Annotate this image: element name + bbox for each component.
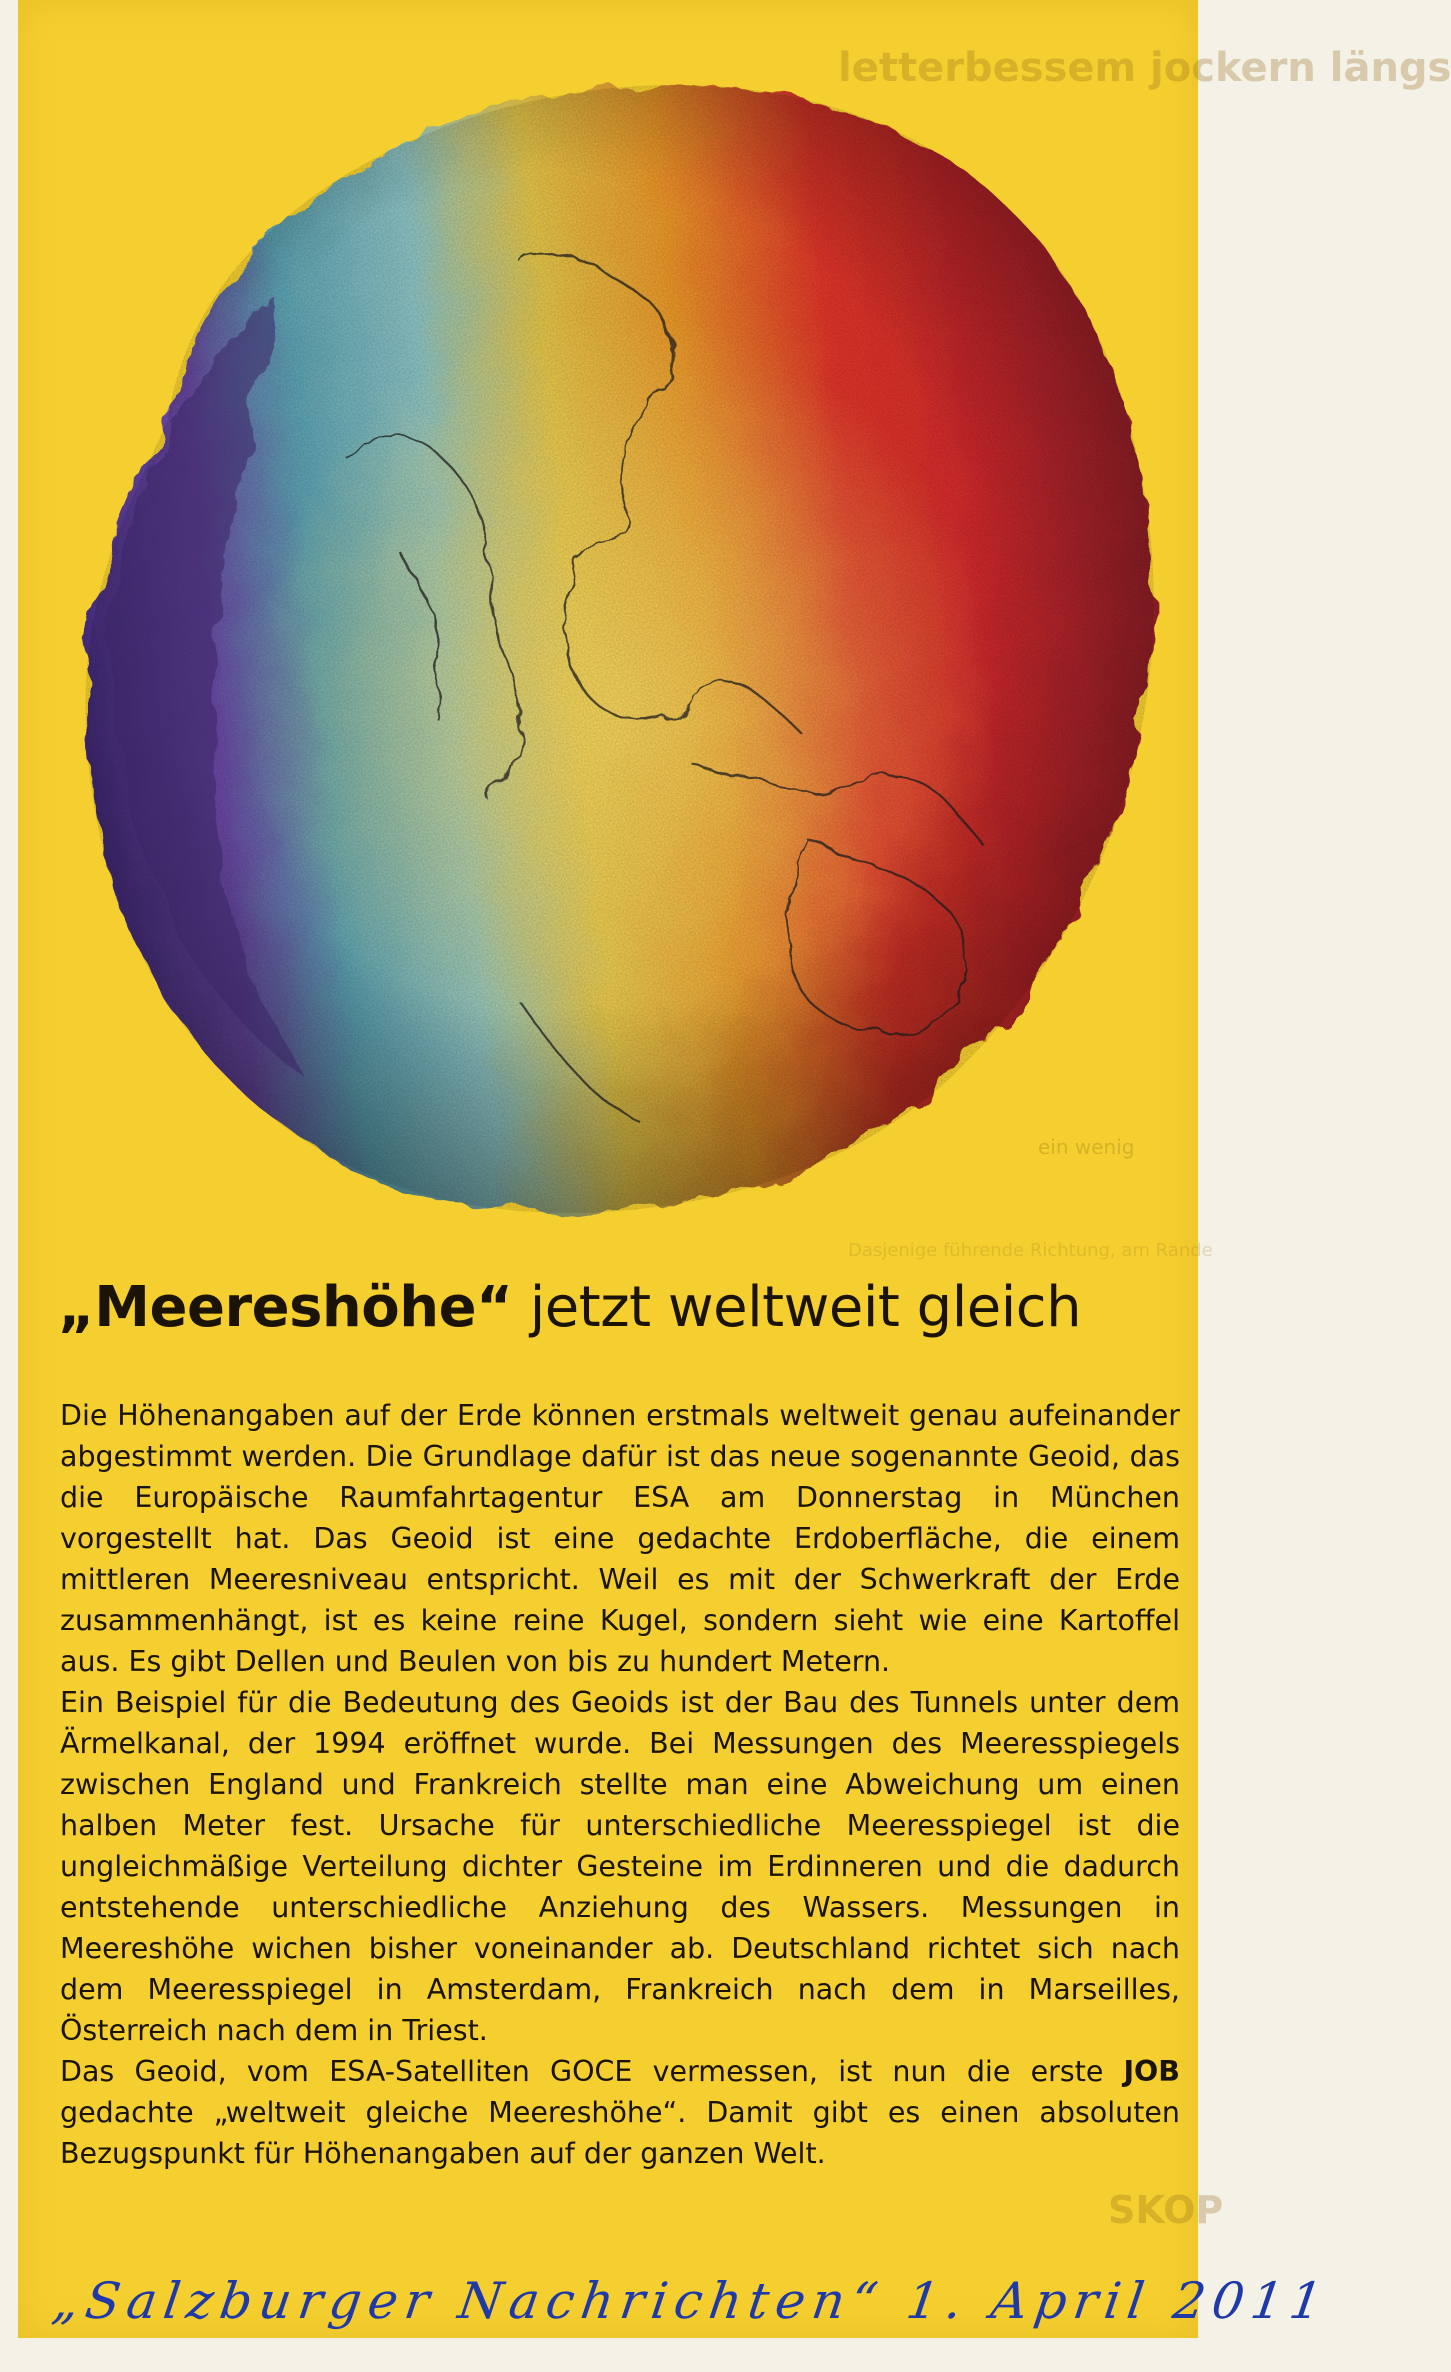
article-paragraph: Die Höhenangaben auf der Erde können erstmals weltweit genau aufeinander abgestimmt werden. Die Grundlage dafür ist das neue sogenannte Geoid, das die Europäische Raumfahrtagentur ESA am Donnerstag in München vorgestellt hat. Das Geoid ist eine gedachte Erdoberfläche, die einem mittleren Meeresniveau entspricht. Weil es mit der Schwerkraft der Erde zusammenhängt, ist es keine reine Kugel, sondern sieht wie eine Kartoffel aus. Es gibt Dellen und Beulen von bis zu hundert Metern. (60, 1399, 1180, 1678)
headline-rest: jetzt weltweit gleich (512, 1275, 1082, 1340)
bleed-through-text-margin-3: SKOP (1108, 2188, 1224, 2232)
article-paragraph-last (60, 2051, 1180, 2174)
article-paragraph-text: Das Geoid, vom ESA-Satelliten GOCE vermessen, ist nun die erste gedachte „weltweit gleiche Meereshöhe“. Damit gibt es einen absoluten Bezugspunkt für Höhenangaben auf der ganzen Welt. (60, 2055, 1180, 2170)
handwritten-source-note: „Salzburger Nachrichten“ 1. April 2011 (48, 2272, 1333, 2330)
headline-quoted: „Meereshöhe“ (58, 1275, 513, 1340)
article-paragraph: Ein Beispiel für die Bedeutung des Geoids ist der Bau des Tunnels unter dem Ärmelkanal, der 1994 eröffnet wurde. Bei Messungen des Meeresspiegels zwischen England und Frankreich stellte man eine Abweichung um einen halben Meter fest. Ursache für unterschiedliche Meeresspiegel ist die ungleichmäßige Verteilung dichter Gesteine im Erdinneren und die dadurch entstehende unterschiedliche Anziehung des Wassers. Messungen in Meereshöhe wichen bisher voneinander ab. Deutschland richtet sich nach dem Meeresspiegel in Amsterdam, Frankreich nach dem in Marseilles, Österreich nach dem in Triest. (60, 1686, 1180, 2047)
bleed-through-text-margin-2: Dasjenige führende Richtung, am Rande (848, 1240, 1213, 1261)
bleed-through-text-margin: ein wenig (1038, 1135, 1135, 1159)
bleed-through-text-top: letterbessem jockern längs (838, 45, 1451, 91)
article-body (60, 1395, 1180, 2174)
newspaper-clipping (18, 0, 1451, 2338)
author-byline: JOB (1123, 2055, 1180, 2088)
geoid-globe-image (48, 40, 1208, 1270)
article-headline (58, 1275, 1168, 1340)
